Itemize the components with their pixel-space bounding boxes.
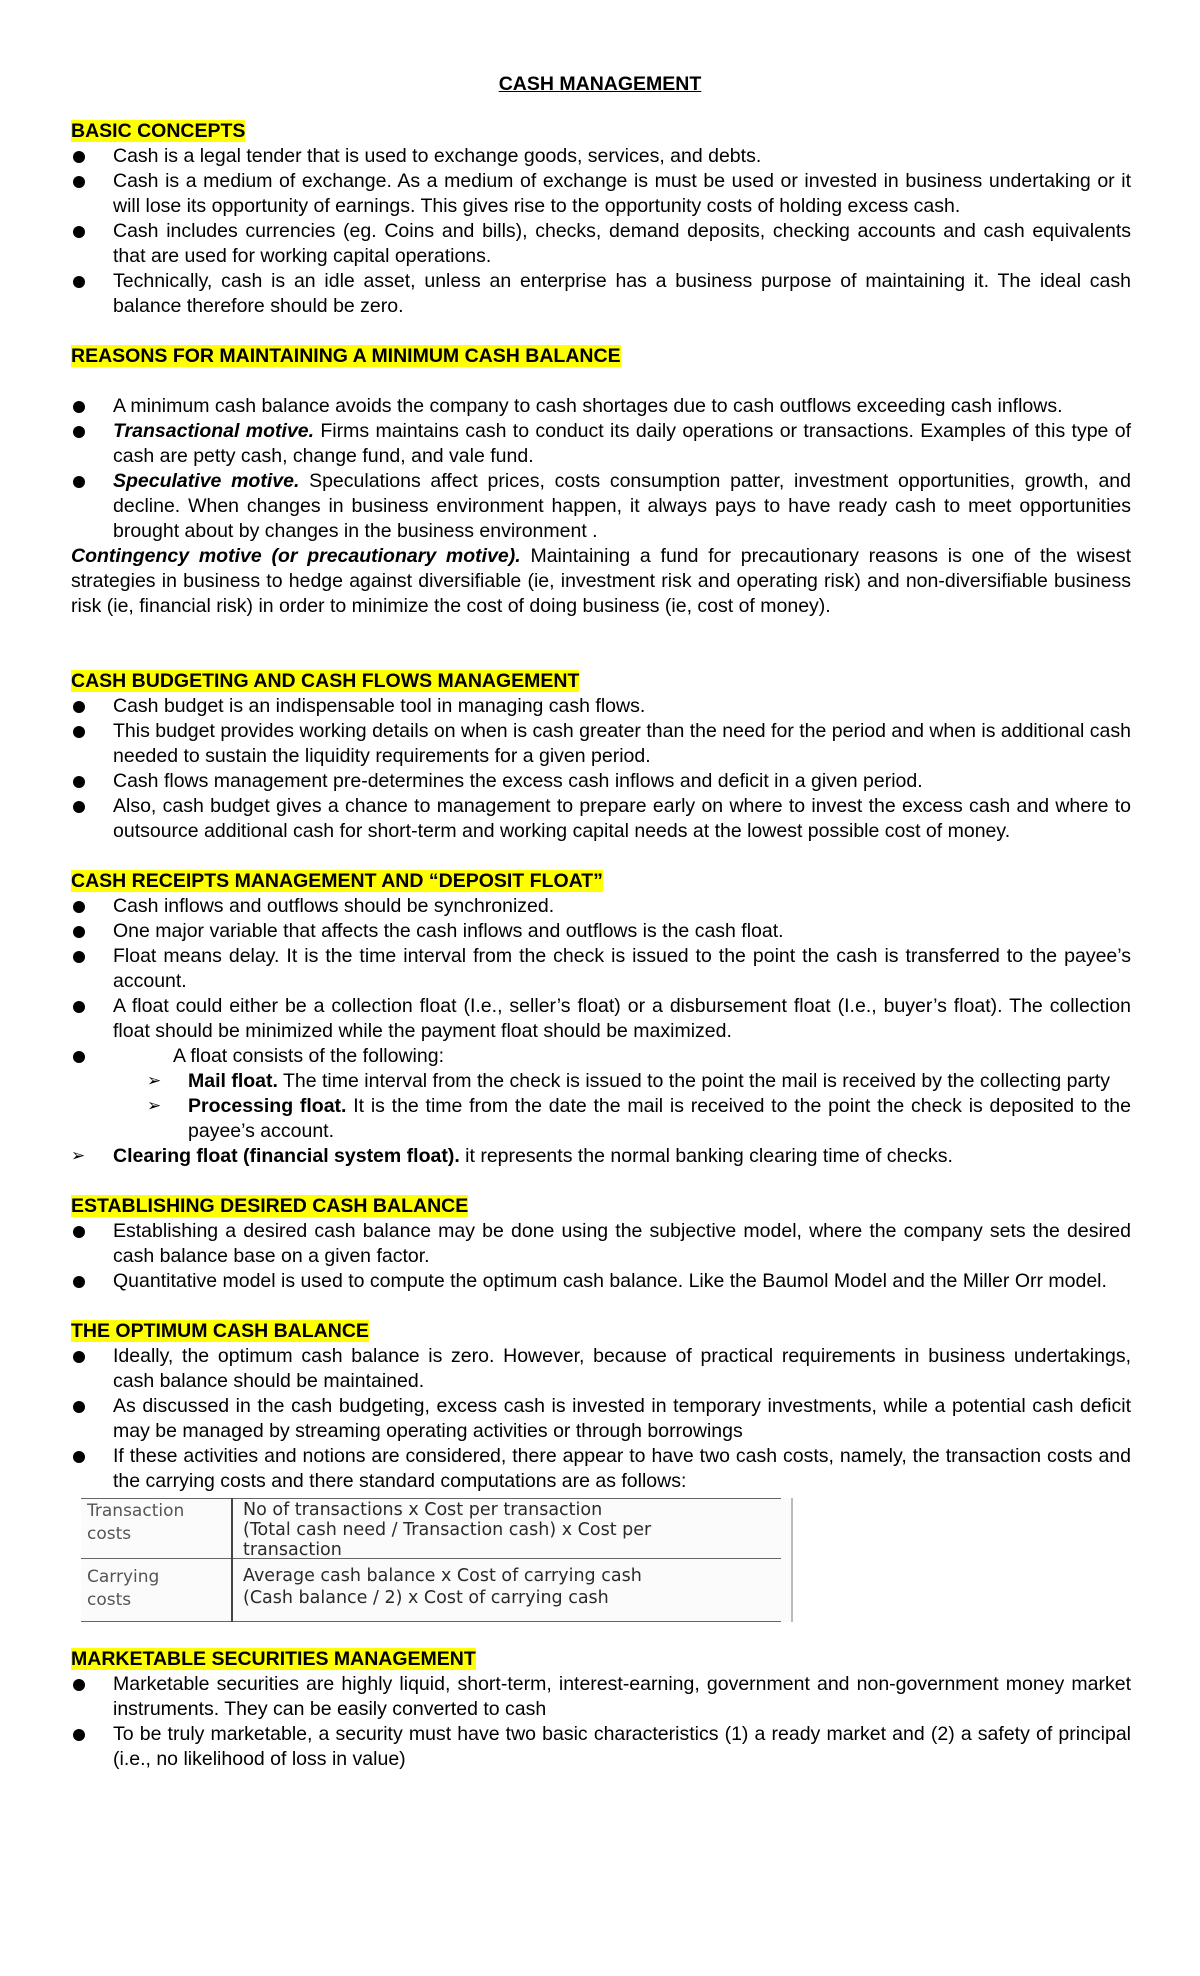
term-speculative-motive: Speculative motive.	[113, 470, 300, 492]
bullet-item-speculative-motive	[71, 469, 1131, 544]
bullet-item: To be truly marketable, a security must have two basic characteristics (1) a ready market and (2) a safety of principal (i.e., no likelihood of loss in value)	[71, 1722, 1131, 1772]
section-heading-cash-budgeting	[71, 669, 1131, 694]
bullet-item: Technically, cash is an idle asset, unless an enterprise has a business purpose of maintaining it. The ideal cash balance therefore should be zero.	[71, 269, 1131, 319]
arrow-bullet-icon: ➢	[147, 1071, 162, 1091]
definition-text: It is the time from the date the mail is received to the point the check is deposited to the payee’s account.	[188, 1095, 1131, 1142]
table-label-transaction-costs: costs	[87, 1524, 132, 1544]
bullet-item: Cash budget is an indispensable tool in managing cash flows.	[71, 694, 1131, 719]
section-heading-desired-cash-balance	[71, 1194, 1131, 1219]
bullet-item: One major variable that affects the cash inflows and outflows is the cash float.	[71, 919, 1131, 944]
term-transactional-motive: Transactional motive.	[113, 420, 315, 442]
bullet-item: If these activities and notions are considered, there appear to have two cash costs, namely, the transaction costs and the carrying costs and there standard computations are as follows:	[71, 1444, 1131, 1494]
section-heading-marketable-securities	[71, 1647, 1131, 1672]
bullet-item: Cash inflows and outflows should be synchronized.	[71, 894, 1131, 919]
term-clearing-float: Clearing float (financial system float).	[113, 1145, 460, 1167]
definition-text: The time interval from the check is issued to the point the mail is received by the collecting party	[277, 1070, 1110, 1092]
bullet-item: Cash includes currencies (eg. Coins and bills), checks, demand deposits, checking accounts and cash equivalents that are used for working capital operations.	[71, 219, 1131, 269]
bullet-item: A float could either be a collection float (I.e., seller’s float) or a disbursement float (I.e., buyer’s float). The collection float should be minimized while the payment float should be maximized.	[71, 994, 1131, 1044]
bullet-item: Cash is a legal tender that is used to exchange goods, services, and debts.	[71, 144, 1131, 169]
heading-highlight: THE OPTIMUM CASH BALANCE	[71, 1320, 369, 1342]
table-formula: (Cash balance / 2) x Cost of carrying cash	[243, 1588, 609, 1608]
heading-highlight: MARKETABLE SECURITIES MANAGEMENT	[71, 1648, 476, 1670]
table-rule	[81, 1621, 781, 1622]
heading-highlight: REASONS FOR MAINTAINING A MINIMUM CASH BALANCE	[71, 345, 621, 367]
bullet-item: A float consists of the following:	[71, 1044, 1131, 1069]
definition-text: Firms maintains cash to conduct its daily operations or transactions. Examples of this type of cash are petty cash, change fund, and vale fund.	[113, 420, 1131, 467]
bullet-item: A minimum cash balance avoids the company to cash shortages due to cash outflows exceeding cash inflows.	[71, 394, 1131, 419]
subbullet-mail-float	[71, 1069, 1131, 1094]
paragraph-contingency-motive	[71, 544, 1131, 619]
table-label-carrying-costs: costs	[87, 1590, 132, 1610]
term-contingency-motive: Contingency motive (or precautionary motive).	[71, 545, 521, 567]
heading-highlight: CASH RECEIPTS MANAGEMENT AND “DEPOSIT FLOAT”	[71, 870, 603, 892]
table-formula: (Total cash need / Transaction cash) x Cost per	[243, 1520, 652, 1540]
bullet-item: This budget provides working details on when is cash greater than the need for the period and when is additional cash needed to sustain the liquidity requirements for a given period.	[71, 719, 1131, 769]
bullet-item: Quantitative model is used to compute the optimum cash balance. Like the Baumol Model and the Miller Orr model.	[71, 1269, 1131, 1294]
definition-text: Maintaining a fund for precautionary reasons is one of the wisest strategies in business to hedge against diversifiable (ie, investment risk and operating risk) and non-diversifiable business risk (ie, financial risk) in order to minimize the cost of doing business (ie, cost of money).	[71, 545, 1131, 617]
heading-highlight: BASIC CONCEPTS	[71, 120, 246, 142]
heading-highlight: ESTABLISHING DESIRED CASH BALANCE	[71, 1195, 469, 1217]
heading-highlight: CASH BUDGETING AND CASH FLOWS MANAGEMENT	[71, 670, 580, 692]
table-rule	[231, 1498, 233, 1622]
table-label-carrying: Carrying	[87, 1567, 160, 1587]
document-title: CASH MANAGEMENT	[498, 73, 702, 95]
definition-text: Speculations affect prices, costs consumption patter, investment opportunities, growth, and decline. When changes in business environment happen, it always pays to have ready cash to meet opportunities brought about by changes in the business environment .	[113, 470, 1131, 542]
arrow-bullet-icon: ➢	[147, 1096, 162, 1116]
bullet-item: Float means delay. It is the time interval from the check is issued to the point the cash is transferred to the payee’s account.	[71, 944, 1131, 994]
document-body	[71, 119, 1131, 1772]
bullet-item: Cash flows management pre-determines the excess cash inflows and deficit in a given period.	[71, 769, 1131, 794]
table-rule	[81, 1498, 781, 1499]
table-formula: No of transactions x Cost per transaction	[243, 1500, 603, 1520]
section-heading-optimum-cash-balance	[71, 1319, 1131, 1344]
table-label-transaction: Transaction	[87, 1501, 185, 1521]
section-heading-cash-receipts	[71, 869, 1131, 894]
subbullet-clearing-float	[71, 1144, 1131, 1169]
section-heading-basic-concepts	[71, 119, 1131, 144]
arrow-bullet-icon: ➢	[71, 1146, 86, 1166]
bullet-item-transactional-motive	[71, 419, 1131, 469]
section-heading-reasons	[71, 344, 1131, 369]
term-mail-float: Mail float.	[188, 1070, 278, 1092]
table-formula: transaction	[243, 1540, 342, 1560]
table-formula: Average cash balance x Cost of carrying cash	[243, 1566, 642, 1586]
term-processing-float: Processing float.	[188, 1095, 347, 1117]
definition-text: it represents the normal banking clearing time of checks.	[459, 1145, 953, 1167]
cash-costs-table-image	[81, 1498, 793, 1622]
bullet-item: Also, cash budget gives a chance to management to prepare early on where to invest the excess cash and where to outsource additional cash for short-term and working capital needs at the lowest possible cost of money.	[71, 794, 1131, 844]
bullet-item: As discussed in the cash budgeting, excess cash is invested in temporary investments, while a potential cash deficit may be managed by streaming operating activities or through borrowings	[71, 1394, 1131, 1444]
table-rule	[81, 1558, 781, 1559]
bullet-item: Establishing a desired cash balance may be done using the subjective model, where the company sets the desired cash balance base on a given factor.	[71, 1219, 1131, 1269]
bullet-item: Cash is a medium of exchange. As a medium of exchange is must be used or invested in business undertaking or it will lose its opportunity of earnings. This gives rise to the opportunity costs of holding excess cash.	[71, 169, 1131, 219]
subbullet-processing-float	[71, 1094, 1131, 1144]
bullet-item: Ideally, the optimum cash balance is zero. However, because of practical requirements in business undertakings, cash balance should be maintained.	[71, 1344, 1131, 1394]
bullet-item: Marketable securities are highly liquid, short-term, interest-earning, government and non-government money market instruments. They can be easily converted to cash	[71, 1672, 1131, 1722]
